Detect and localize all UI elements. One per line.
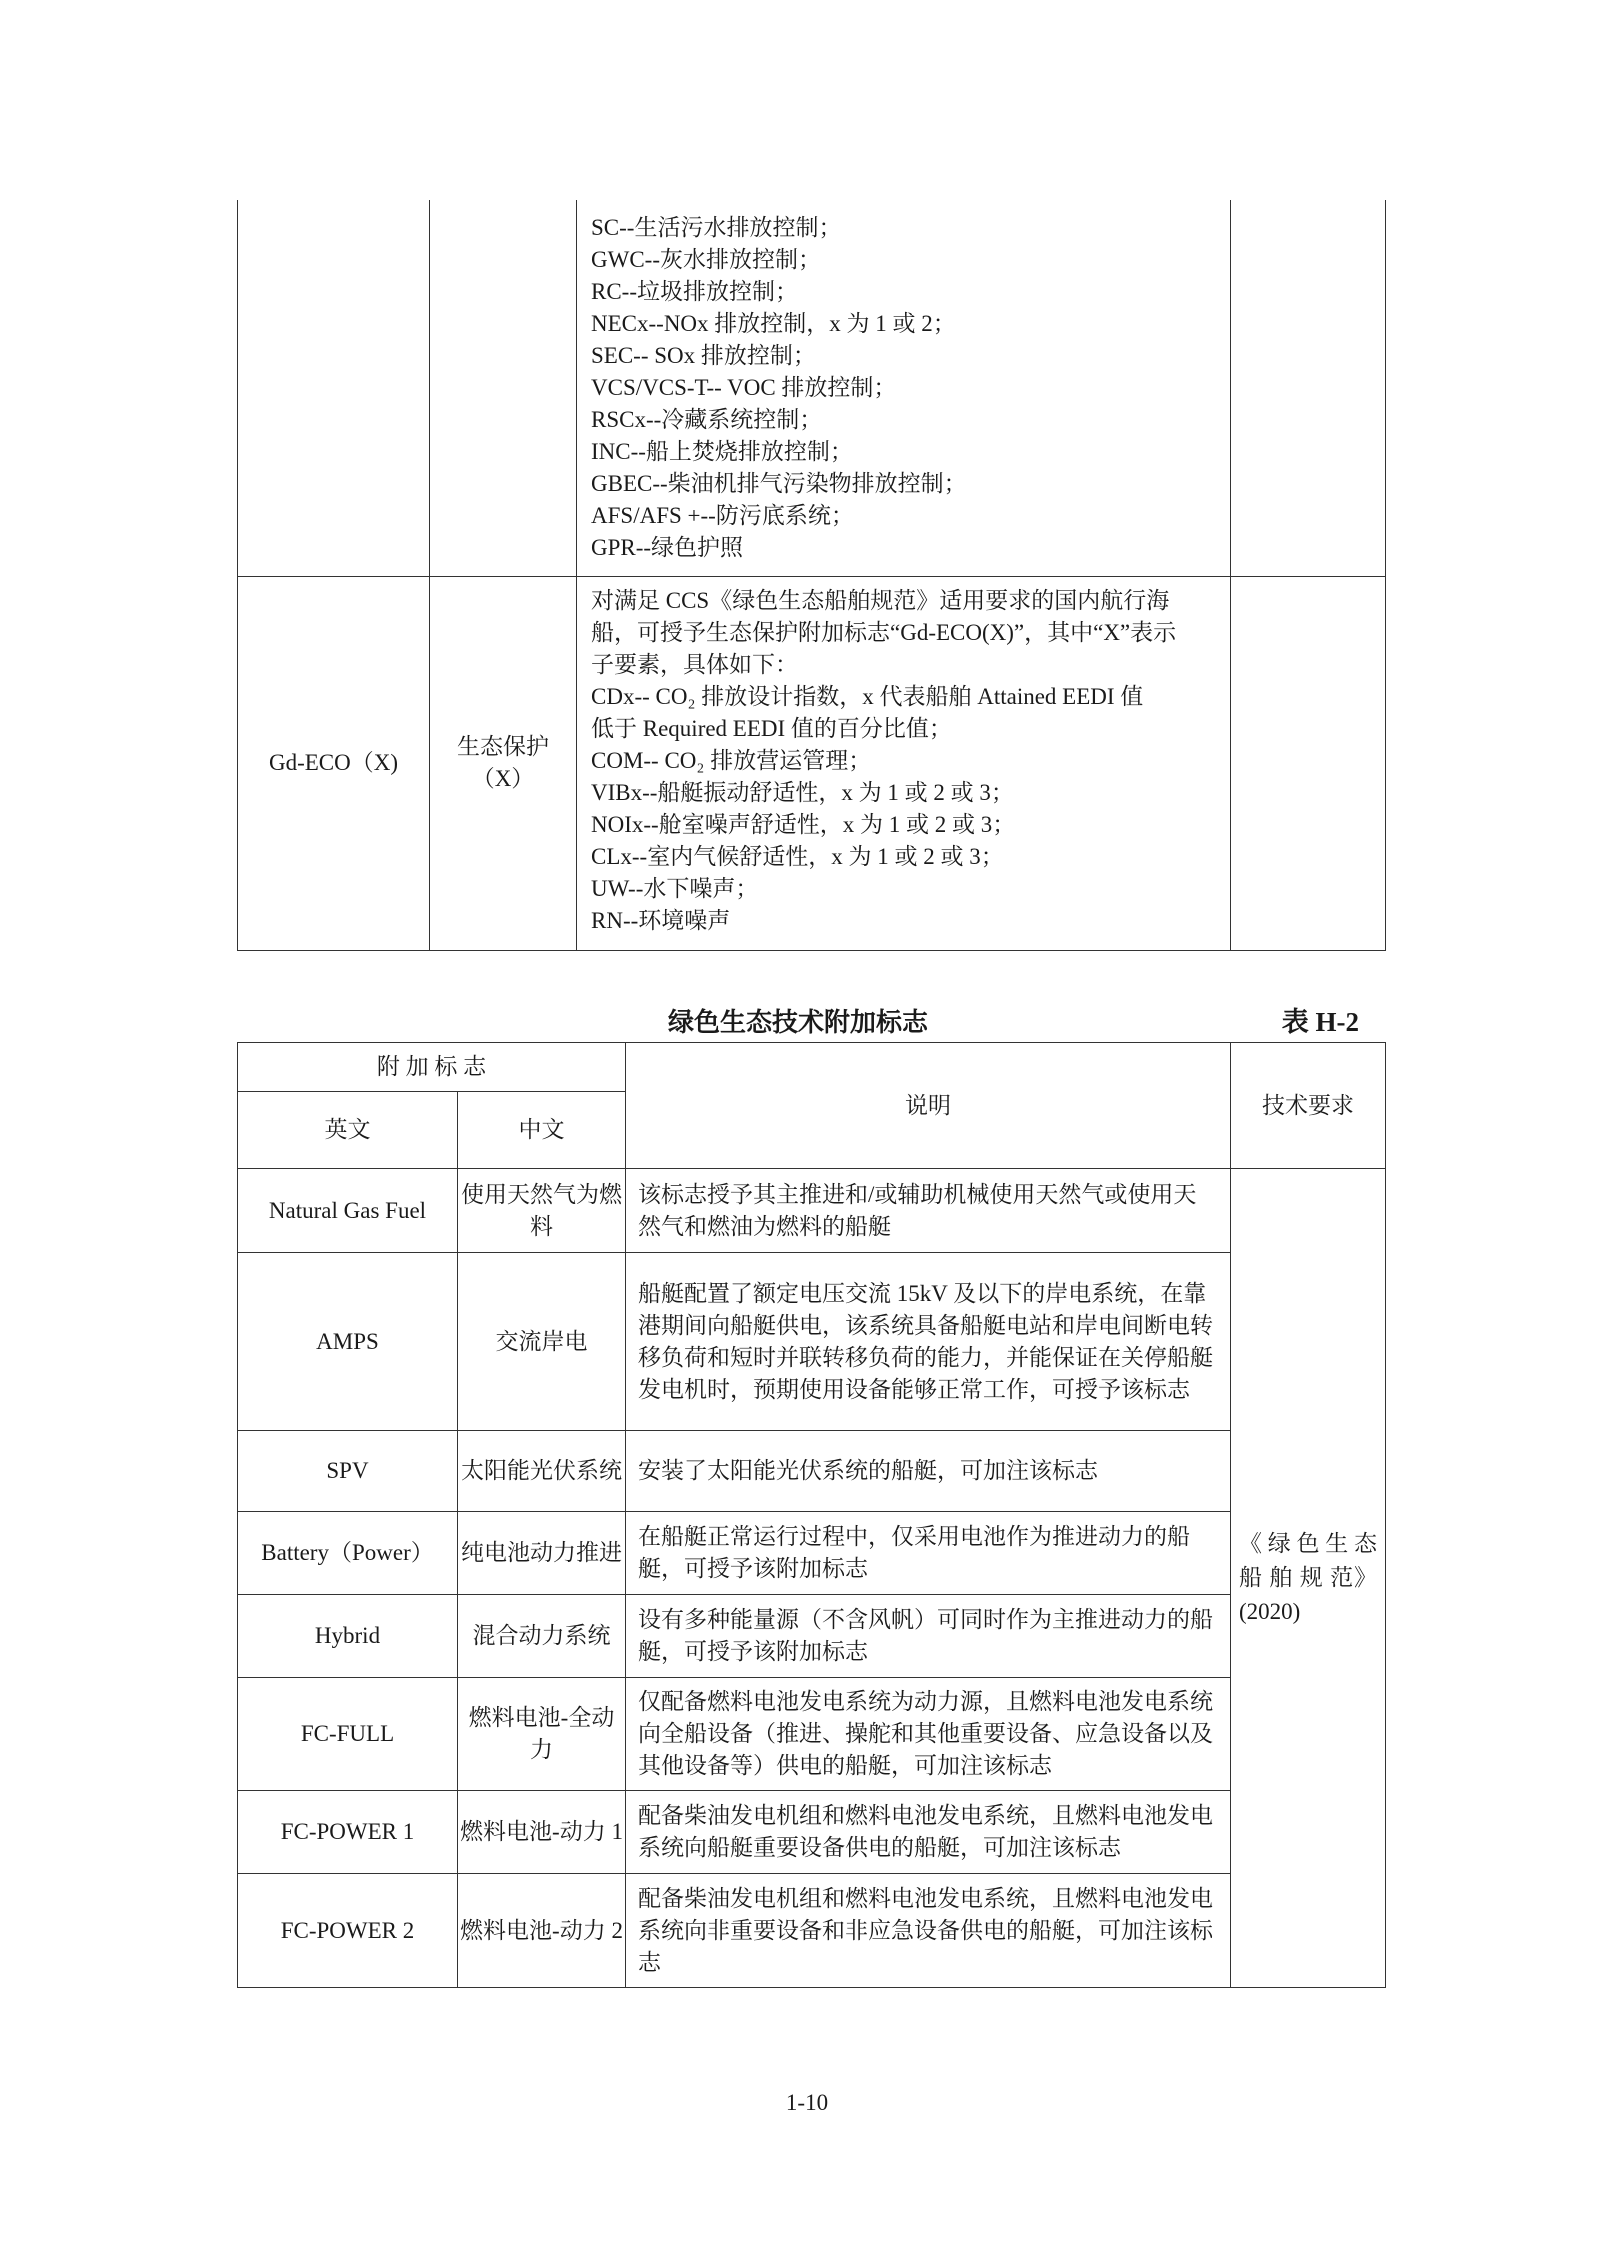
table-row (238, 1874, 1386, 1988)
notation-en-cell: SPV (238, 1431, 458, 1512)
notation-cn-cell: 纯电池动力推进 (458, 1512, 626, 1595)
notation-en-cell: FC-POWER 1 (238, 1791, 458, 1874)
requirement-cell: 《 绿 色 生 态 船 舶 规 范》(2020) (1231, 1169, 1386, 1988)
table-row (238, 1253, 1386, 1431)
table-row (238, 1595, 1386, 1678)
description-line: NOIx--舱室噪声舒适性，x 为 1 或 2 或 3； (591, 812, 1016, 837)
description-line: RC--垃圾排放控制； (591, 278, 798, 304)
eco-notation-table (237, 200, 1386, 951)
notation-description-cell: 配备柴油发电机组和燃料电池发电系统，且燃料电池发电系统向非重要设备和非应急设备供电的船艇，可加注该标志 (626, 1874, 1231, 1988)
table-row (238, 1512, 1386, 1595)
notation-description-cell: 设有多种能量源（不含风帆）可同时作为主推进动力的船艇，可授予该附加标志 (626, 1595, 1231, 1678)
notation-cn-cell: 混合动力系统 (458, 1595, 626, 1678)
description-line: 船，可授予生态保护附加标志“Gd-ECO(X)”，其中“X”表示 (591, 620, 1177, 645)
description-line: SEC-- SOx 排放控制； (591, 342, 816, 368)
description-line: GBEC--柴油机排气污染物排放控制； (591, 470, 967, 496)
notation-description-cell (577, 576, 1231, 950)
description-line: VIBx--船艇振动舒适性，x 为 1 或 2 或 3； (591, 780, 1014, 805)
table-row (238, 1431, 1386, 1512)
notation-cn-cell: 燃料电池-动力 2 (458, 1874, 626, 1988)
table-number: 表 H-2 (1281, 1007, 1359, 1037)
notation-en-cell: Battery（Power） (238, 1512, 458, 1595)
table-row (238, 1169, 1386, 1253)
description-line: COM-- CO₂ 排放营运管理； (591, 748, 872, 773)
description-line: CLx--室内气候舒适性，x 为 1 或 2 或 3； (591, 844, 1004, 869)
description-line: RSCx--冷藏系统控制； (591, 406, 823, 432)
notation-description-cell: 在船艇正常运行过程中，仅采用电池作为推进动力的船艇，可授予该附加标志 (626, 1512, 1231, 1595)
table-row (238, 1791, 1386, 1874)
notation-cn-cell: 交流岸电 (458, 1253, 626, 1431)
notation-en-cell: Natural Gas Fuel (238, 1169, 458, 1253)
notation-en-cell: FC-POWER 2 (238, 1874, 458, 1988)
notation-en-cell: FC-FULL (238, 1678, 458, 1791)
table-row (238, 1678, 1386, 1791)
header-requirement: 技术要求 (1231, 1043, 1386, 1169)
header-description: 说明 (626, 1043, 1231, 1169)
description-line: SC--生活污水排放控制； (591, 214, 842, 240)
notation-cn-cell: 太阳能光伏系统 (458, 1431, 626, 1512)
notation-cn-cell (430, 200, 577, 576)
table-row (238, 200, 1386, 576)
description-line: CDx-- CO₂ 排放设计指数，x 代表船舶 Attained EEDI 值 (591, 684, 1144, 709)
description-line: VCS/VCS-T-- VOC 排放控制； (591, 374, 897, 400)
notation-cn-cell: 燃料电池-全动力 (458, 1678, 626, 1791)
description-line: GPR--绿色护照 (591, 534, 744, 560)
description-line: UW--水下噪声； (591, 876, 759, 901)
notation-description-cell (577, 200, 1231, 576)
description-line: NECx--NOx 排放控制，x 为 1 或 2； (591, 310, 956, 336)
requirement-cell (1231, 200, 1386, 576)
notation-description-cell: 船艇配置了额定电压交流 15kV 及以下的岸电系统，在靠港期间向船艇供电，该系统具备船艇电站和岸电间断电转移负荷和短时并联转移负荷的能力，并能保证在关停船艇发电机时，预期使用设备能够正常工作，可授予该标志 (626, 1253, 1231, 1431)
description-line: INC--船上焚烧排放控制； (591, 438, 853, 464)
notation-cn-cell (430, 576, 577, 950)
notation-description-cell: 安装了太阳能光伏系统的船艇，可加注该标志 (626, 1431, 1231, 1512)
green-tech-notation-table (237, 1042, 1386, 1988)
description-line: RN--环境噪声 (591, 908, 731, 933)
table-header-row (238, 1043, 1386, 1092)
notation-en-cell: Hybrid (238, 1595, 458, 1678)
requirement-cell (1231, 576, 1386, 950)
table-row (238, 576, 1386, 950)
description-line: 低于 Required EEDI 值的百分比值； (591, 716, 952, 741)
description-line: AFS/AFS +--防污底系统； (591, 502, 854, 528)
notation-cn-cell: 使用天然气为燃料 (458, 1169, 626, 1253)
notation-description-cell: 配备柴油发电机组和燃料电池发电系统，且燃料电池发电系统向船艇重要设备供电的船艇，可加注该标志 (626, 1791, 1231, 1874)
header-english: 英文 (238, 1092, 458, 1169)
page-number: 1-10 (785, 2090, 829, 2115)
notation-cn-cell: 燃料电池-动力 1 (458, 1791, 626, 1874)
notation-description-cell: 仅配备燃料电池发电系统为动力源，且燃料电池发电系统向全船设备（推进、操舵和其他重要设备、应急设备以及其他设备等）供电的船艇，可加注该标志 (626, 1678, 1231, 1791)
notation-cn-line: （X） (471, 766, 535, 791)
description-line: 对满足 CCS《绿色生态船舶规范》适用要求的国内航行海 (591, 588, 1170, 613)
notation-en-cell (238, 200, 430, 576)
description-line: GWC--灰水排放控制； (591, 246, 821, 272)
header-notation-group: 附 加 标 志 (238, 1043, 626, 1092)
notation-description-cell: 该标志授予其主推进和/或辅助机械使用天然气或使用天然气和燃油为燃料的船艇 (626, 1169, 1231, 1253)
notation-en-cell: Gd-ECO（X) (238, 576, 430, 950)
notation-en-cell: AMPS (238, 1253, 458, 1431)
table-caption (237, 998, 1359, 1040)
notation-cn-line: 生态保护 (457, 734, 549, 759)
table-title: 绿色生态技术附加标志 (667, 1008, 928, 1038)
header-chinese: 中文 (458, 1092, 626, 1169)
description-line: 子要素，具体如下： (591, 652, 798, 677)
